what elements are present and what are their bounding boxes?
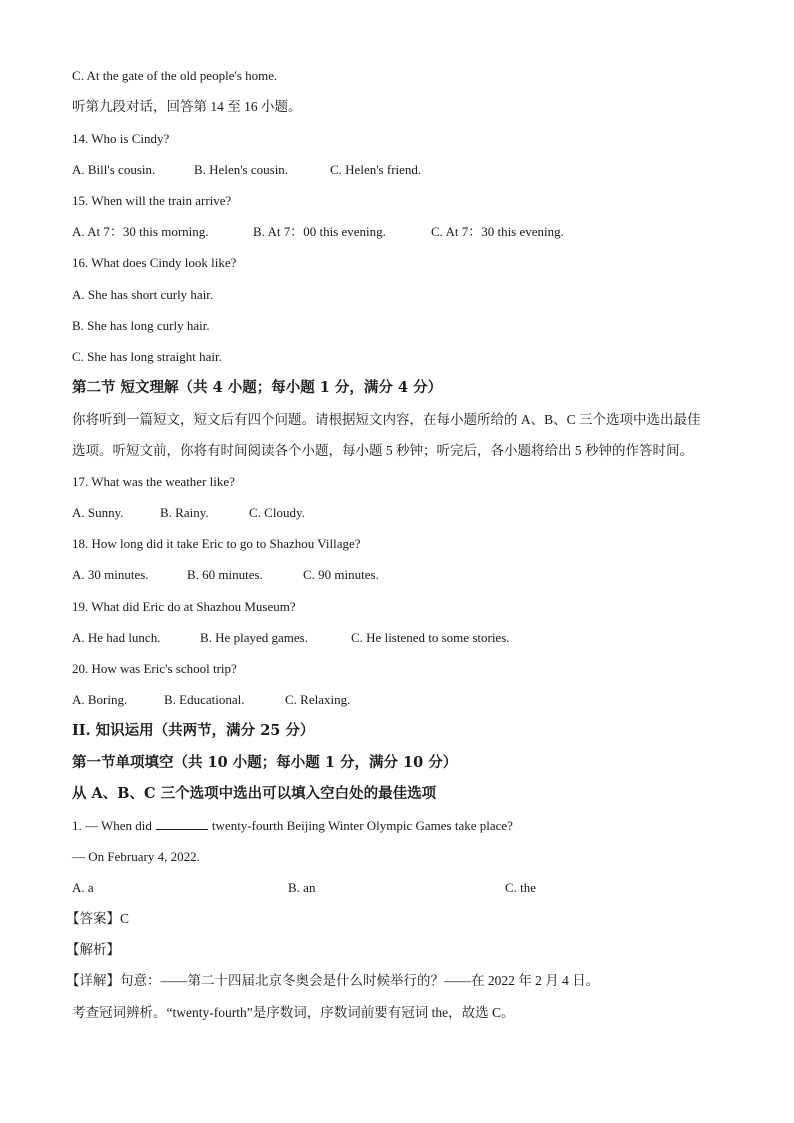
question-20: 20. How was Eric's school trip?: [72, 661, 237, 676]
option-a: A. He had lunch.: [72, 630, 161, 645]
option-c: C. At 7：30 this evening.: [431, 224, 564, 239]
question-1: [72, 817, 513, 835]
question-17-options: [72, 504, 305, 522]
option-c: C. Helen's friend.: [330, 162, 422, 177]
question-15: 15. When will the train arrive?: [72, 193, 232, 208]
question-14: 14. Who is Cindy?: [72, 131, 170, 146]
option-b: B. an: [288, 880, 316, 895]
question-16-option-a: A. She has short curly hair.: [72, 287, 214, 302]
question-20-options: [72, 691, 350, 709]
section-2-instruction-1: 你将听到一篇短文，短文后有四个问题。请根据短文内容，在每小题所给的 A、B、C 三个选项中选出最佳: [72, 412, 701, 427]
dialogue-9-instruction: 听第九段对话，回答第 14 至 16 小题。: [72, 99, 302, 114]
section-2-title: 第二节 短文理解（共 4 小题；每小题 1 分，满分 4 分）: [72, 379, 443, 396]
part-2-title: II. 知识运用（共两节，满分 25 分）: [72, 722, 315, 739]
question-18-options: [72, 566, 379, 584]
detail-explanation: 【详解】句意：——第二十四届北京冬奥会是什么时候举行的？——在 2022 年 2 月 4 日。: [66, 973, 600, 988]
option-a: A. Boring.: [72, 692, 128, 707]
grammar-explanation: 考查冠词辨析。“twenty-fourth”是序数词，序数词前要有冠词 the，故选 C。: [72, 1005, 515, 1020]
question-16-option-b: B. She has long curly hair.: [72, 318, 210, 333]
option-a: A. a: [72, 880, 94, 895]
question-19-options: [72, 629, 510, 647]
question-1-stem-start: 1. — When did: [72, 818, 152, 833]
option-a: A. Sunny.: [72, 505, 124, 520]
question-16: 16. What does Cindy look like?: [72, 255, 237, 270]
answer-blank: [156, 817, 208, 830]
section-1-instruction: 从 A、B、C 三个选项中选出可以填入空白处的最佳选项: [72, 785, 437, 802]
question-16-option-c: C. She has long straight hair.: [72, 349, 222, 364]
option-b: B. 60 minutes.: [187, 567, 263, 582]
option-b: B. He played games.: [200, 630, 308, 645]
question-14-options: [72, 161, 421, 179]
question-15-options: [72, 223, 564, 241]
q13-option-c: C. At the gate of the old people's home.: [72, 68, 278, 83]
question-1-options: [72, 879, 536, 897]
option-c: C. He listened to some stories.: [351, 630, 510, 645]
question-1-reply: — On February 4, 2022.: [72, 849, 200, 864]
option-c: C. 90 minutes.: [303, 567, 379, 582]
option-c: C. the: [505, 880, 537, 895]
option-c: C. Relaxing.: [285, 692, 351, 707]
option-b: B. Rainy.: [160, 505, 209, 520]
question-19: 19. What did Eric do at Shazhou Museum?: [72, 599, 296, 614]
option-b: B. At 7：00 this evening.: [253, 224, 386, 239]
question-1-stem-end: twenty-fourth Beijing Winter Olympic Games take place?: [211, 818, 513, 833]
analysis-label: 【解析】: [66, 942, 120, 957]
option-b: B. Educational.: [164, 692, 245, 707]
option-a: A. Bill's cousin.: [72, 162, 156, 177]
section-1-title: 第一节单项填空（共 10 小题；每小题 1 分，满分 10 分）: [72, 754, 458, 771]
option-c: C. Cloudy.: [249, 505, 305, 520]
answer-label: 【答案】C: [66, 911, 130, 926]
question-17: 17. What was the weather like?: [72, 474, 235, 489]
option-a: A. At 7：30 this morning.: [72, 224, 209, 239]
section-2-instruction-2: 选项。听短文前，你将有时间阅读各个小题，每小题 5 秒钟；听完后，各小题将给出 5 秒钟的作答时间。: [72, 443, 693, 458]
question-18: 18. How long did it take Eric to go to Shazhou Village?: [72, 536, 361, 551]
option-a: A. 30 minutes.: [72, 567, 149, 582]
option-b: B. Helen's cousin.: [194, 162, 289, 177]
